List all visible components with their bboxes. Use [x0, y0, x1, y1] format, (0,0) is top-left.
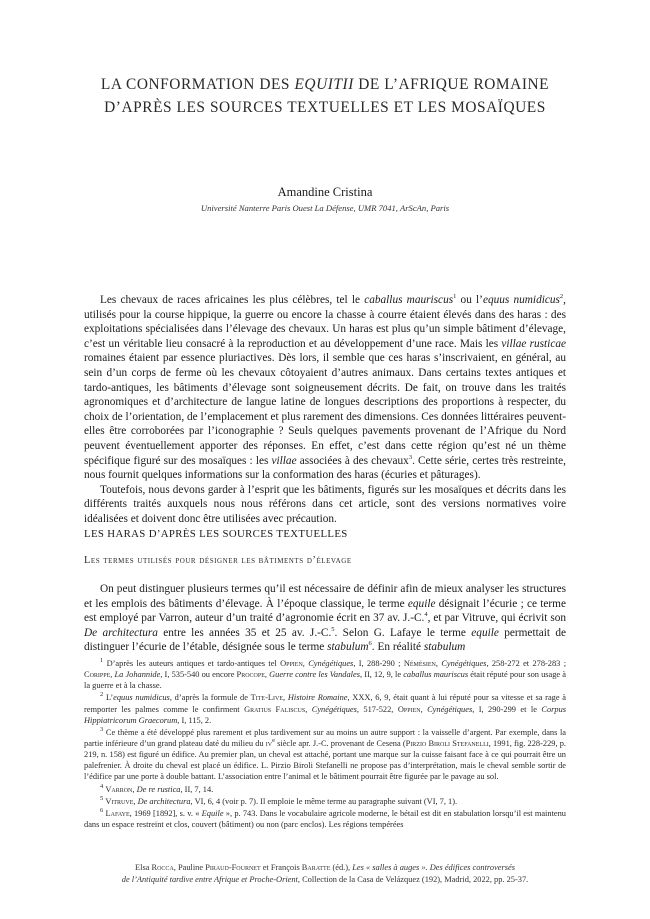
author-name: Amandine Cristina	[277, 185, 373, 199]
footnote-ref-5: 5	[331, 626, 335, 634]
footnote-4: $^4$ Varron, De re rustica, II, 7, 14.	[100, 782, 214, 794]
title-line-1: LA CONFORMATION DES EQUITII DE L’AFRIQUE ROMAINE	[100, 76, 550, 93]
introduction	[84, 293, 566, 527]
footnote-ref-4: 4	[424, 611, 428, 619]
subsection-heading: Les termes utilisés pour désigner les bâtiments d’élevage	[84, 555, 352, 566]
article-title	[60, 73, 590, 119]
citation-line-1: Elsa Rocca, Pauline Piraud-Fournet et François Baratte (éd.), Les « salles à auges ». Des édifices controversés	[135, 863, 515, 872]
footnote-3: $^3$ Ce thème a été développé plus rarement et plus tardivement sur au moins un autre support : la vaisselle d’argent. Par exemple, dans la partie inférieure d’un grand plateau daté du milieu du $iv^e$ siècle apr. J.-C. provenant de Cesena (Pirzio Biroli Stefanelli, 1991, fig. 228-229, p. 219, n. 158) est figuré un édifice. Au premier plan, un cheval est attaché, portant une marque sur la cuisse faisant face à ce qui pourrait être un palefrenier. À droite du cheval est placé un édifice. L. Pirzio Biroli Stefanelli ne propose pas d’interprétation, mais le cheval semble sortir de l’édifice par une porte à double battant. L’association entre l’animal et le bâtiment pourrait être figurée par le pavage au sol.	[84, 726, 567, 782]
citation-line-2: de l’Antiquité tardive entre Afrique et Proche-Orient, Collection de la Casa de Velázquez (192), Madrid, 2022, pp. 25-37.	[121, 874, 529, 884]
section-paragraph: On peut distinguer plusieurs termes qu’il est nécessaire de définir afin de mieux analyser les structures et les emplois des bâtiments d’élevage. À l’époque classique, le terme equile désignait l’écurie ; ce terme est employé par Varron, auteur d’un traité d’agronomie écrit en 37 av. J.-C.$^4$, et par Vitruve, qui écrivit son De architectura entre les années 35 et 25 av. J.-C.$^5$. Selon G. Lafaye le terme equile permettait de distinguer l’écurie de l’étable, désignée sous le terme stabulum$^6$. En réalité stabulum	[84, 583, 567, 654]
footnote-5: $^5$ Vitruve, De architectura, VI, 6, 4 (voir p. 7). Il emploie le même terme au paragraphe suivant (VI, 7, 1).	[100, 795, 458, 806]
footnotes	[84, 658, 566, 832]
footnote-ref-1: 1	[453, 293, 457, 301]
section-body	[84, 582, 566, 655]
intro-paragraph-1: Les chevaux de races africaines les plus célèbres, tel le caballus mauriscus$^1$ ou l’equus numidicus$^2$, utilisés pour la course hippique, la guerre ou encore la chasse à courre étaient élevés dans des haras : des exploitations spécialisées dans l’élevage des chevaux. Un haras est plus qu’un simple bâtiment d’élevage, c’est un véritable lieu consacré à la reproduction et au développement d’une race. Mais les villae rusticae romaines étaient par essence pluriactives. Dès lors, il semble que ces haras s’inscrivaient, en général, au sein d’un corps de ferme où les chevaux côtoyaient d’autres animaux. Dans certains textes antiques et tardo-antiques, les bâtiments d’élevage sont soigneusement décrits. De fait, on trouve dans les traités agronomiques et d’architecture de langue latine de longues descriptions des proportions à respecter, du choix de l’orientation, de l’emplacement et plus rarement des dimensions. Ces données littéraires peuvent-elles être corroborées par l’iconographie ? Seuls quelques pavements provenant de l’Afrique du Nord peuvent éventuellement apporter des réponses. En effet, c’est dans cette région qu’est né un thème spécifique figuré sur des mosaïques : les villae associées à des chevaux$^3$. Cette série, certes très restreinte, nous fournit quelques informations sur la conformation des haras (écuries et pâturages).	[84, 293, 567, 482]
footnote-2: $^2$ L’equus numidicus, d’après la formule de Tite-Live, Histoire Romaine, XXX, 6, 9, était quant à lui réputé pour sa vitesse et sa rage à remporter les palmes comme le confirment Gratius Faliscus, Cynégétiques, 517-522, Oppien, Cynégétiques, I, 290-299 et le Corpus Hippiatricorum Graecorum, I, 115, 2.	[84, 691, 567, 725]
section-heading: LES HARAS D’APRÈS LES SOURCES TEXTUELLES	[84, 528, 348, 540]
author-affiliation: Université Nanterre Paris Ouest La Défense, UMR 7041, ArScAn, Paris	[200, 203, 450, 213]
intro-paragraph-2: Toutefois, nous devons garder à l’esprit que les bâtiments, figurés sur les mosaïques et décrits dans les différents traités auxquels nous nous référons dans cet article, sont des versions normatives voire idéalisées et doivent donc être utilisées avec précaution.	[84, 483, 566, 525]
volume-citation	[66, 862, 584, 885]
footnote-ref-3: 3	[408, 453, 413, 461]
footnote-ref-6: 6	[368, 640, 372, 648]
footnote-6: $^6$ Lafaye, 1969 [1892], s. v. « Equile », p. 743. Dans le vocabulaire agricole moderne, le bétail est dit en stabulation lorsqu’il est maintenu dans un espace restreint et clos, couvert (bâtiment) ou non (parc enclos). Les régions tempérées	[84, 807, 566, 830]
title-line-2: D’APRÈS LES SOURCES TEXTUELLES ET LES MOSAÏQUES	[104, 99, 546, 116]
footnote-1: $^1$ D’après les auteurs antiques et tardo-antiques tel Oppien, Cynégétiques, I, 288-290 ; Némésien, Cynégétiques, 258-272 et 278-283 ; Corippe, La Johannide, I, 535-540 ou encore Procope, Guerre contre les Vandales, II, 12, 9, le caballus mauriscus était réputé pour son usage à la guerre et à la chasse.	[84, 657, 567, 691]
footnote-ref-2: 2	[559, 293, 564, 301]
